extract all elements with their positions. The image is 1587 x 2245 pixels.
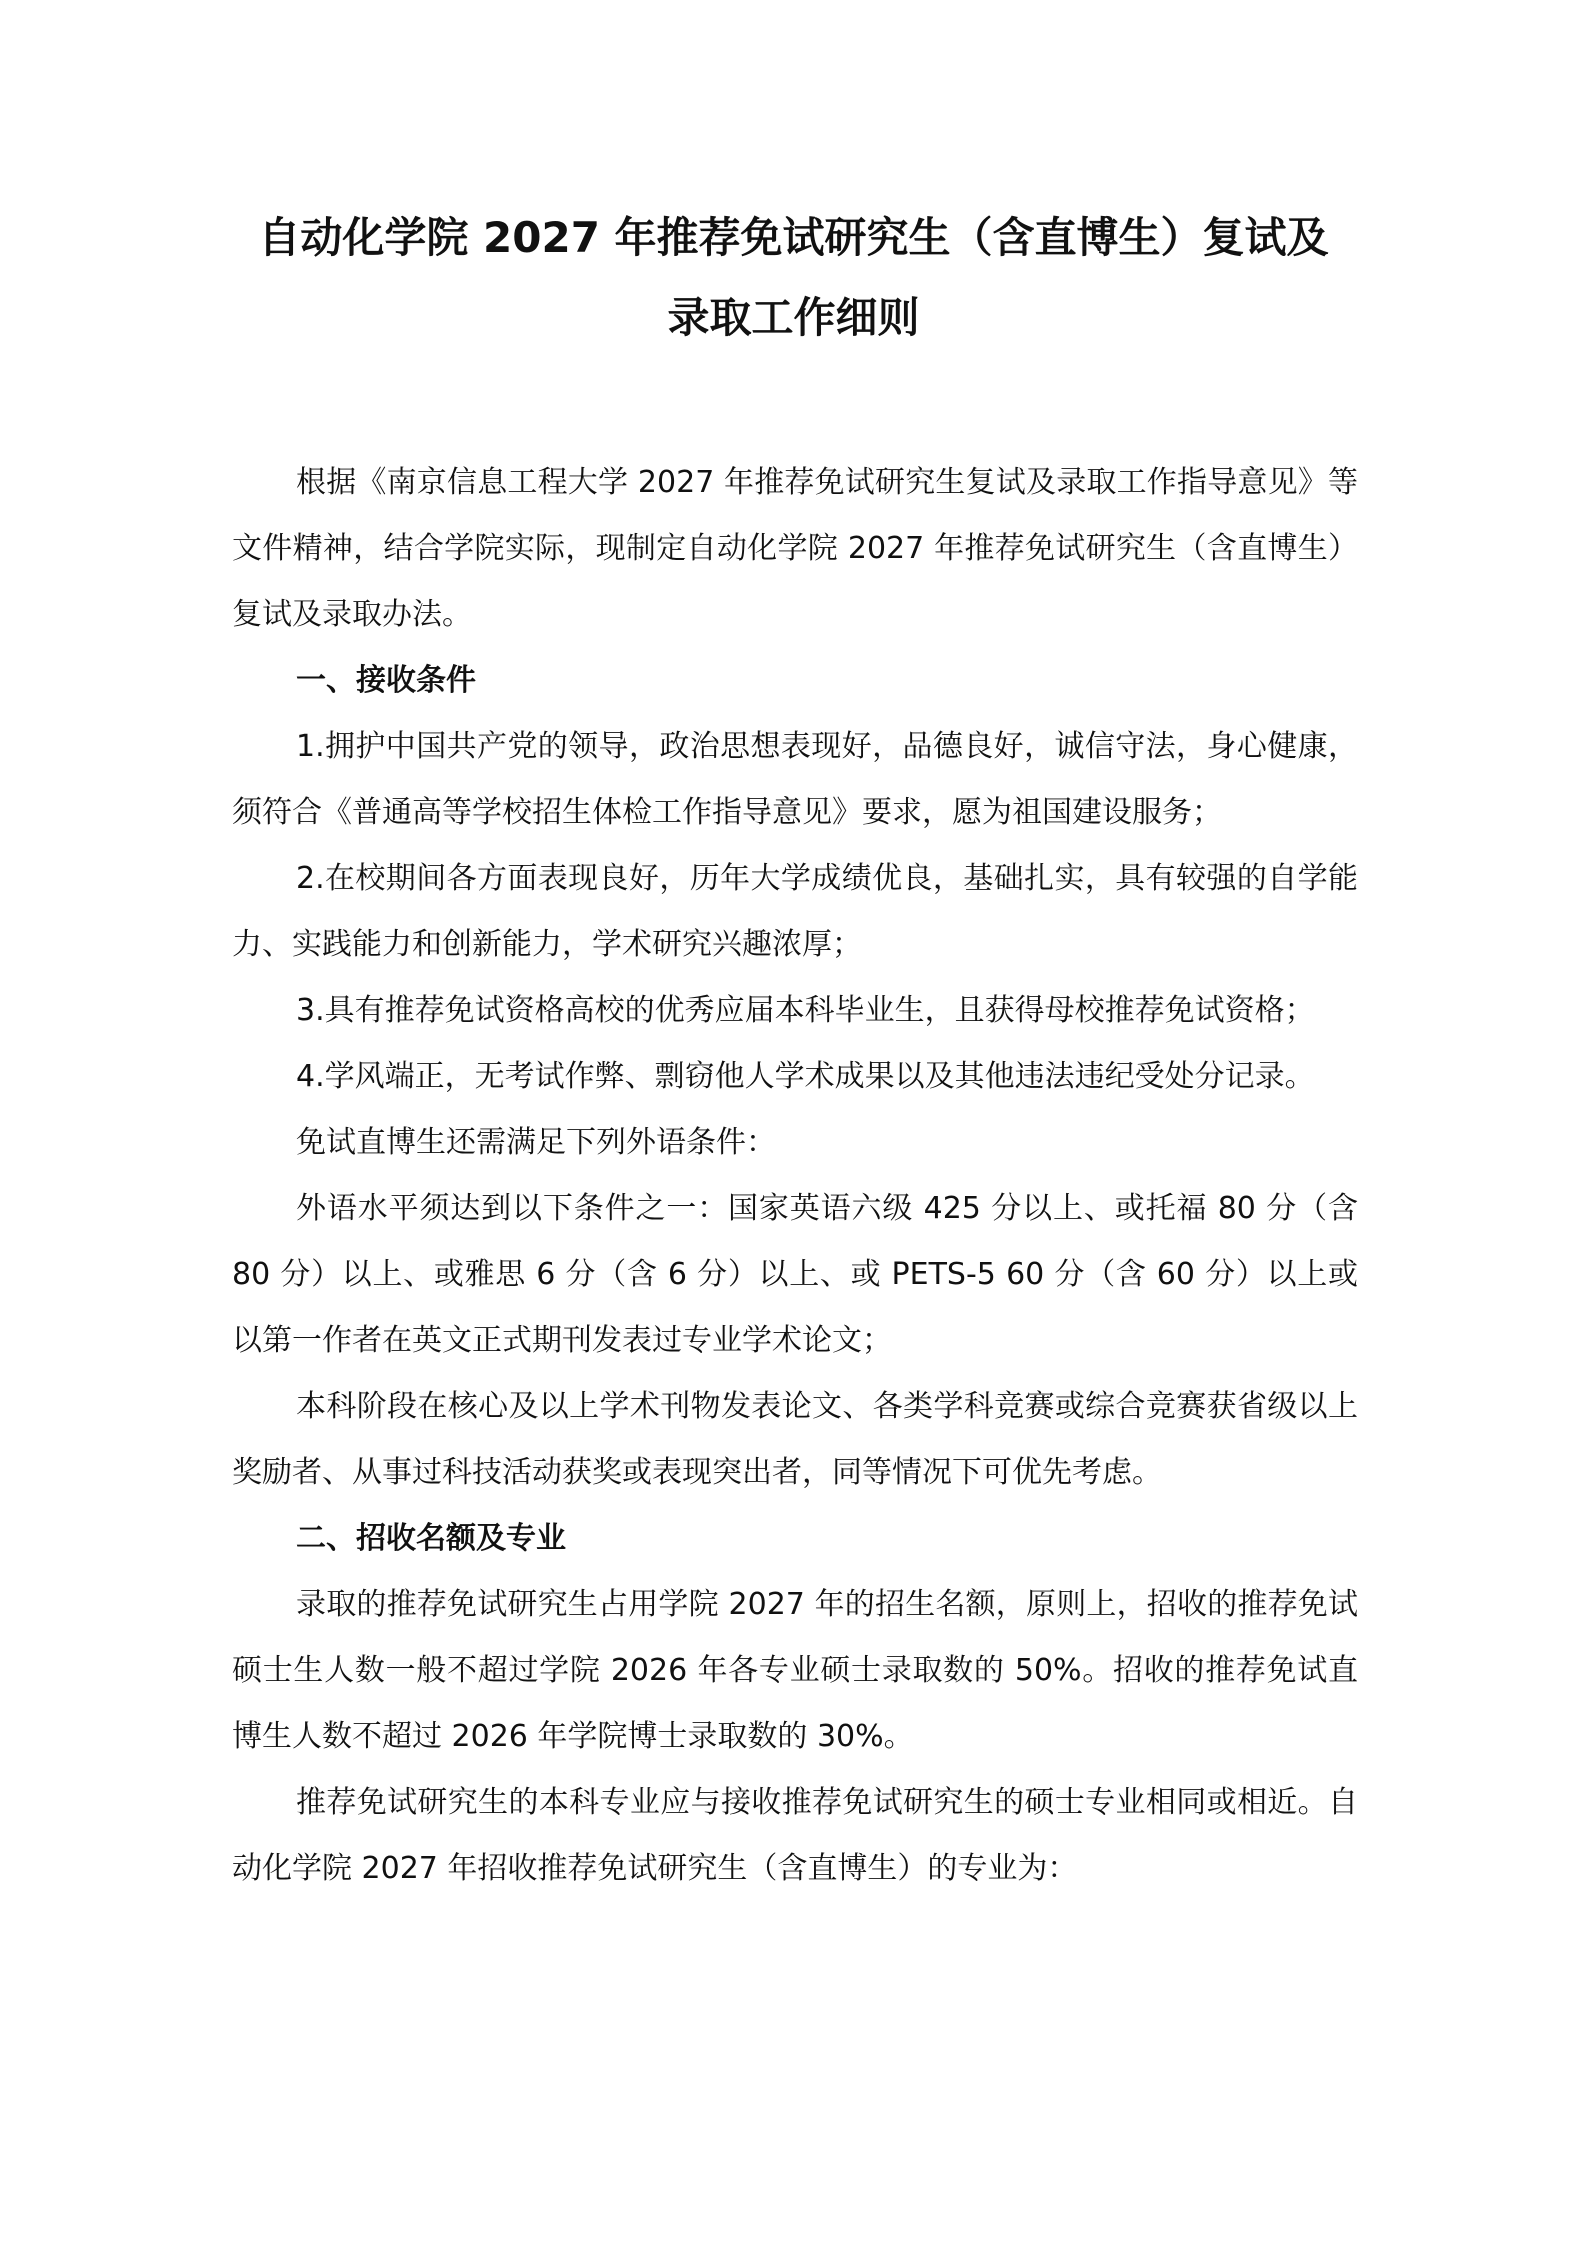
priority-paragraph: 本科阶段在核心及以上学术刊物发表论文、各类学科竞赛或综合竞赛获省级以上奖励者、从事过科技活动获奖或表现突出者，同等情况下可优先考虑。 — [232, 1389, 1358, 1490]
intro-paragraph: 根据《南京信息工程大学 2027 年推荐免试研究生复试及录取工作指导意见》等文件精神，结合学院实际，现制定自动化学院 2027 年推荐免试研究生（含直博生）复试及录取办法。 — [232, 465, 1358, 632]
condition-item: 3.具有推荐免试资格高校的优秀应届本科毕业生，且获得母校推荐免试资格； — [296, 993, 1315, 1028]
document-body — [232, 450, 1358, 1902]
condition-item: 4.学风端正，无考试作弊、剽窃他人学术成果以及其他违法违纪受处分记录。 — [296, 1059, 1315, 1094]
document-title-line-1: 自动化学院 2027 年推荐免试研究生（含直博生）复试及 — [258, 213, 1329, 262]
condition-item: 2.在校期间各方面表现良好，历年大学成绩优良，基础扎实，具有较强的自学能力、实践能力和创新能力，学术研究兴趣浓厚； — [232, 861, 1358, 962]
language-requirement-paragraph: 外语水平须达到以下条件之一：国家英语六级 425 分以上、或托福 80 分（含 80 分）以上、或雅思 6 分（含 6 分）以上、或 PETS-5 60 分（含 60 分）以上或以第一作者在英文正式期刊发表过专业学术论文； — [232, 1191, 1359, 1358]
condition-item: 1.拥护中国共产党的领导，政治思想表现好，品德良好，诚信守法，身心健康，须符合《普通高等学校招生体检工作指导意见》要求，愿为祖国建设服务； — [232, 729, 1358, 830]
quota-paragraph: 录取的推荐免试研究生占用学院 2027 年的招生名额，原则上，招收的推荐免试硕士生人数一般不超过学院 2026 年各专业硕士录取数的 50%。招收的推荐免试直博生人数不超过 2026 年学院博士录取数的 30%。 — [232, 1587, 1358, 1754]
section-heading-quota-and-majors: 二、招收名额及专业 — [296, 1521, 566, 1556]
majors-intro-paragraph: 推荐免试研究生的本科专业应与接收推荐免试研究生的硕士专业相同或相近。自动化学院 2027 年招收推荐免试研究生（含直博生）的专业为： — [232, 1785, 1358, 1886]
document-title-line-2: 录取工作细则 — [667, 293, 920, 342]
section-heading-admission-conditions: 一、接收条件 — [296, 663, 476, 698]
direct-phd-language-intro: 免试直博生还需满足下列外语条件： — [296, 1125, 776, 1160]
